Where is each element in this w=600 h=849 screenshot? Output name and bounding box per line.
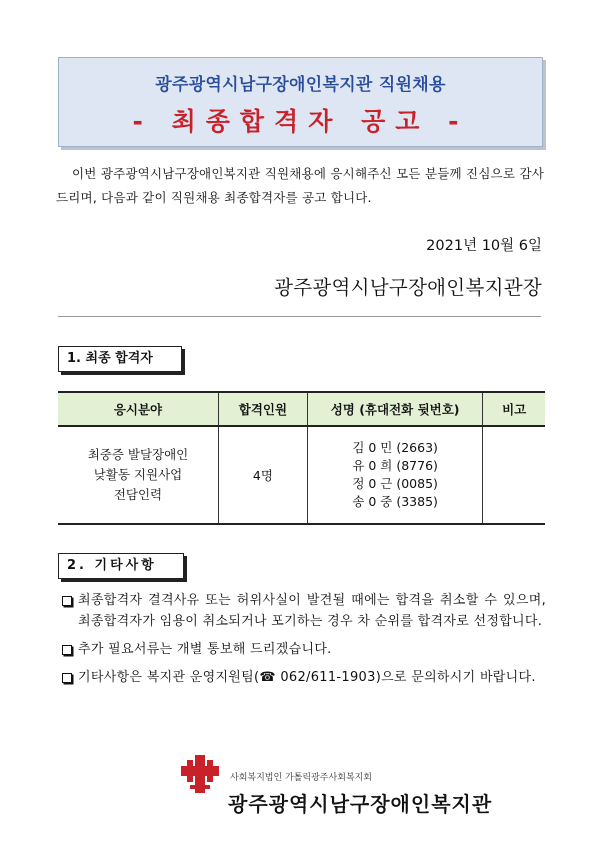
hire-name: 김 0 민 (2663)	[352, 440, 438, 455]
hire-name: 정 0 근 (0085)	[352, 476, 438, 491]
title-banner	[58, 57, 543, 147]
column-header-names: 성명 (휴대전화 뒷번호)	[307, 392, 482, 426]
field-line: 낮활동 지원사업	[93, 467, 183, 482]
list-item	[62, 667, 546, 688]
column-header-note: 비고	[483, 392, 545, 426]
footer-parent-org: 사회복지법인 가톨릭광주사회복지회	[230, 773, 372, 783]
page-title: 광주광역시남구장애인복지관 직원채용	[155, 75, 446, 95]
list-item-text: 최종합격자 결격사유 또는 허위사실이 발견될 때에는 합격을 취소할 수 있으며, 최종합격자가 임용이 취소되거나 포기하는 경우 차 순위를 합격자로 선정합니다.	[78, 593, 546, 629]
divider	[58, 316, 541, 317]
cell-field	[58, 426, 218, 524]
results-table	[58, 391, 545, 525]
list-item	[62, 639, 546, 660]
column-header-count: 합격인원	[218, 392, 307, 426]
list-item	[62, 590, 546, 632]
cross-logo-icon	[178, 752, 222, 796]
hire-name: 송 0 중 (3385)	[352, 494, 438, 509]
column-header-field: 응시분야	[58, 392, 218, 426]
section-heading-final-hires: 1. 최종 합격자	[58, 346, 182, 372]
checkbox-bullet-icon	[62, 673, 72, 683]
field-line: 최중증 발달장애인	[87, 447, 189, 462]
checkbox-bullet-icon	[62, 596, 72, 606]
cell-count: 4명	[218, 426, 307, 524]
hire-name: 유 0 희 (8776)	[352, 458, 438, 473]
announcement-date: 2021년 10월 6일	[426, 238, 542, 254]
checkbox-bullet-icon	[62, 645, 72, 655]
cell-names	[307, 426, 482, 524]
list-item-text: 기타사항은 복지관 운영지원팀(☎ 062/611-1903)으로 문의하시기 바랍니다.	[78, 670, 536, 685]
table-row	[58, 426, 545, 524]
section-heading-other-notes: 2. 기타사항	[58, 553, 184, 579]
intro-paragraph: 이번 광주광역시남구장애인복지관 직원채용에 응시해주신 모든 분들께 진심으로 감사드리며, 다음과 같이 직원채용 최종합격자를 공고 합니다.	[56, 166, 544, 205]
cell-note	[483, 426, 545, 524]
issuer-signature: 광주광역시남구장애인복지관장	[274, 276, 542, 299]
list-item-text: 추가 필요서류는 개별 통보해 드리겠습니다.	[78, 642, 332, 657]
field-line: 전담인력	[113, 487, 163, 502]
page-subtitle: - 최종합격자 공고 -	[132, 107, 469, 136]
footer-org-name: 광주광역시남구장애인복지관	[228, 792, 493, 816]
table-header-row	[58, 392, 545, 426]
notes-list	[62, 590, 546, 695]
